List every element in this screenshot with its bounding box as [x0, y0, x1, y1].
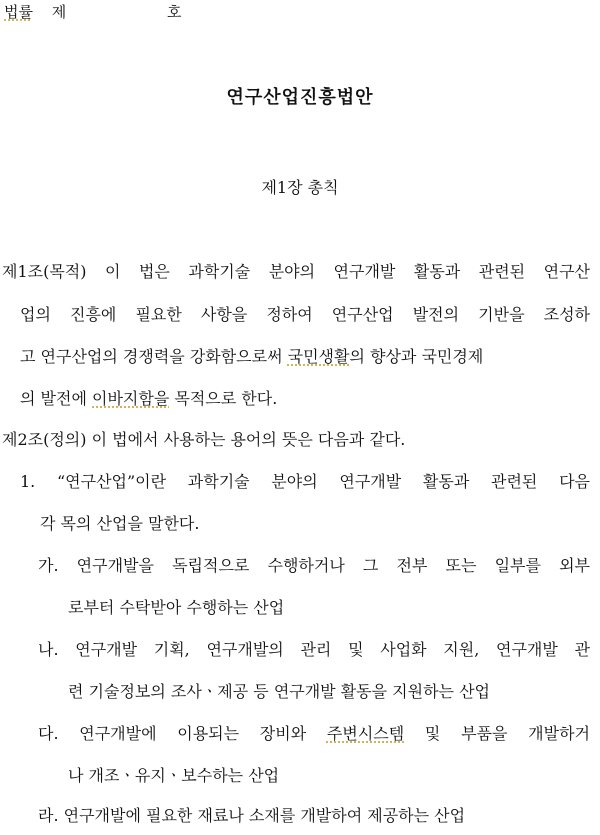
article1-line3-part-a: 고 연구산업의 경쟁력을 강화함으로써 [20, 347, 288, 366]
article1-line2: 업의 진흥에 필요한 사항을 정하여 연구산업 발전의 기반을 조성하 [20, 305, 590, 324]
bill-label-number-suffix: 호 [167, 3, 182, 21]
article2-item-ga-line1: 가. 연구개발을 독립적으로 수행하거나 그 전부 또는 일부를 외부 [38, 556, 590, 575]
chapter-heading: 제1장 총칙 [261, 178, 339, 197]
article2-item1-line2: 각 목의 산업을 말한다. [40, 514, 200, 533]
article2-item-da-line1 [38, 724, 590, 744]
article1-line4-part-b: 이바지함을 [92, 389, 170, 408]
article2-item-da-line1-part-a: 다. 연구개발에 이용되는 장비와 [38, 724, 327, 743]
article2-line1: 제2조(정의) 이 법에서 사용하는 용어의 뜻은 다음과 같다. [2, 430, 406, 449]
article2-item-da-line1-part-b: 주변시스템 [326, 724, 405, 743]
bill-label-law: 법률 [4, 3, 33, 21]
article2-item-da-line2: 나 개조ㆍ유지ㆍ보수하는 산업 [68, 766, 280, 785]
article2-item-ga-line2: 로부터 수탁받아 수행하는 산업 [68, 598, 285, 617]
article1-line3-part-b: 국민생활 [287, 347, 350, 366]
article1-line3-part-c: 의 향상과 국민경제 [349, 347, 484, 366]
article2-item1-line1: 1. “연구산업”이란 과학기술 분야의 연구개발 활동과 관련된 다음 [20, 472, 590, 491]
article2-item-da-line1-part-c: 및 부품을 개발하거 [404, 724, 591, 743]
article2-item-na-line1: 나. 연구개발 기획, 연구개발의 관리 및 사업화 지원, 연구개발 관 [38, 640, 590, 659]
article1-line1: 제1조(목적) 이 법은 과학기술 분야의 연구개발 활동과 관련된 연구산 [2, 262, 590, 281]
article1-line4 [20, 389, 277, 409]
article1-line3 [20, 347, 590, 367]
bill-number-header [4, 2, 182, 22]
article1-line4-part-a: 의 발전에 [20, 389, 92, 408]
article1-line4-part-c: 목적으로 한다. [169, 389, 278, 408]
bill-label-number-prefix: 제 [51, 3, 67, 21]
article2-item-na-line2: 련 기술정보의 조사ㆍ제공 등 연구개발 활동을 지원하는 산업 [68, 682, 491, 701]
article2-item-ra-line1: 라. 연구개발에 필요한 재료나 소재를 개발하여 제공하는 산업 [38, 806, 466, 825]
document-title: 연구산업진흥법안 [226, 87, 374, 108]
